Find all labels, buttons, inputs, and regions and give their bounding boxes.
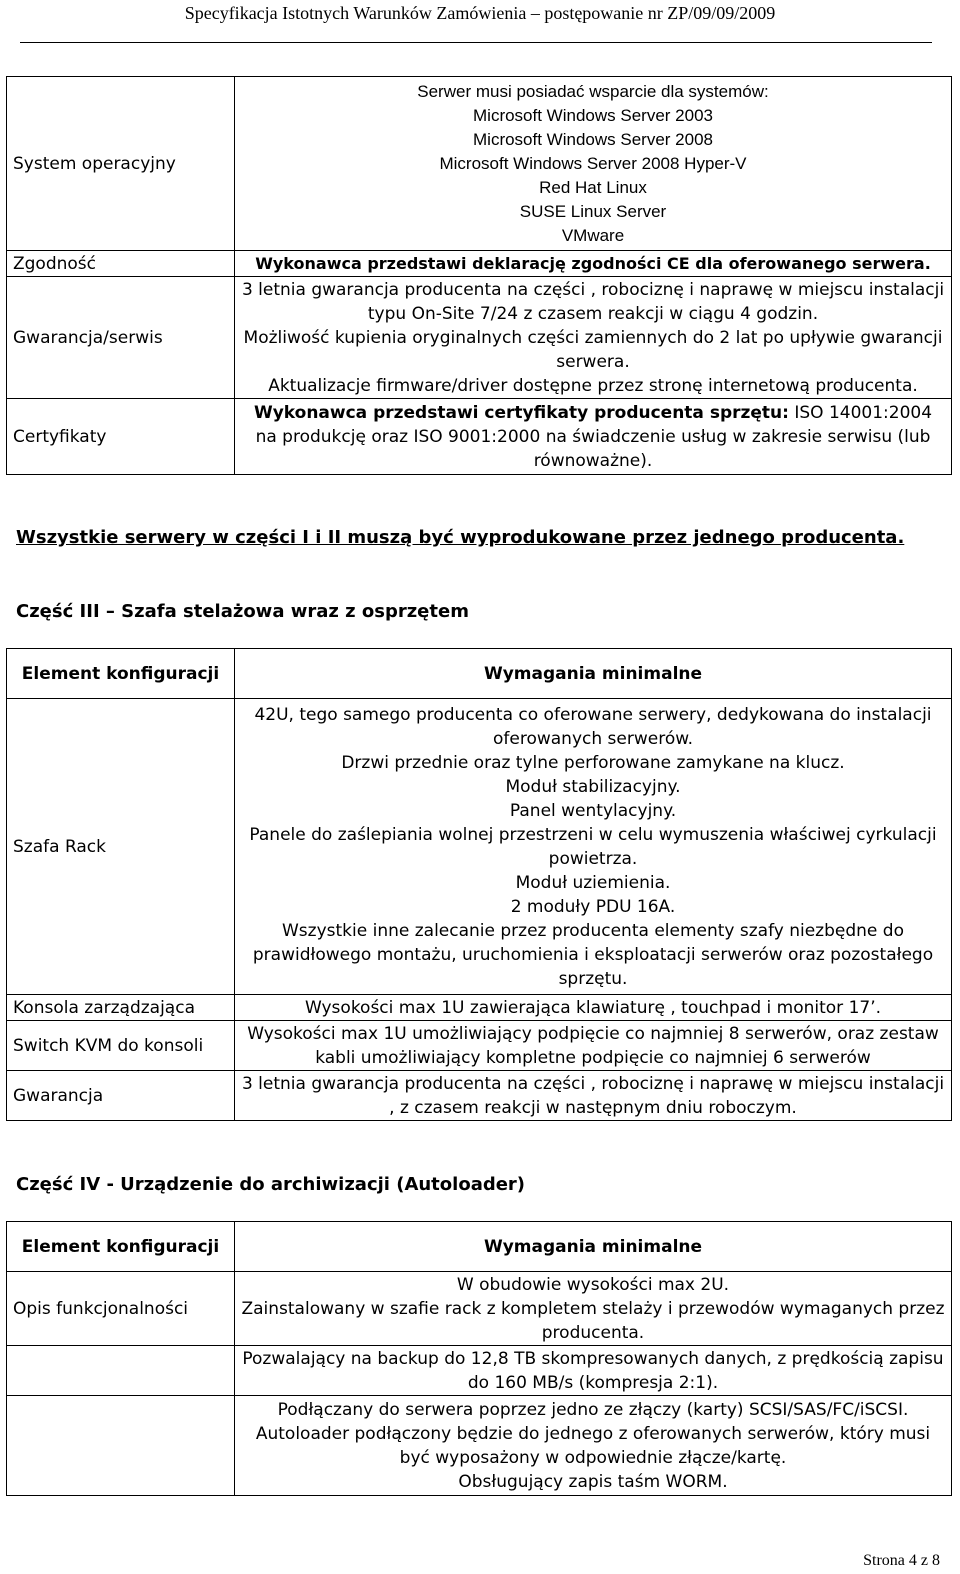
row-value: Pozwalający na backup do 12,8 TB skompresowanych danych, z prędkością zapisu do 160 MB/s (kompresja 2:1). [235,1346,952,1396]
server-spec-table [6,76,952,475]
header-rule [20,42,932,43]
row-label: System operacyjny [7,77,235,251]
column-header: Element konfiguracji [7,1222,235,1272]
row-value: Podłączany do serwera poprzez jedno ze złączy (karty) SCSI/SAS/FC/iSCSI. Autoloader podłączony będzie do jednego z oferowanych serwerów, który musi być wyposażony w odpowiednie złącze/kartę. Obsługujący zapis taśm WORM. [235,1396,952,1496]
row-value: 42U, tego samego producenta co oferowane serwery, dedykowana do instalacji oferowanych serwerów. Drzwi przednie oraz tylne perforowane zamykane na klucz. Moduł stabilizacyjny. Panel wentylacyjny. Panele do zaślepiania wolnej przestrzeni w celu wymuszenia właściwej cyrkulacji powietrza. Moduł uziemienia. 2 moduły PDU 16A. Wszystkie inne zalecanie przez producenta elementy szafy niezbędne do prawidłowego montażu, uruchomienia i eksploatacji serwerów oraz pozostałego sprzętu. [235,699,952,995]
row-value: Wykonawca przedstawi deklarację zgodności CE dla oferowanego serwera. [235,251,952,277]
row-value-bold: Wykonawca przedstawi certyfikaty producenta sprzętu: [253,402,789,423]
table-row [7,1272,952,1346]
row-label [7,1396,235,1496]
row-value: Serwer musi posiadać wsparcie dla systemów: Microsoft Windows Server 2003 Microsoft Windows Server 2008 Microsoft Windows Server 2008 Hyper-V Red Hat Linux SUSE Linux Server VMware [235,77,952,251]
column-header: Wymagania minimalne [235,649,952,699]
table-row [7,277,952,399]
table-row [7,251,952,277]
table-row [7,1021,952,1071]
column-header: Wymagania minimalne [235,1222,952,1272]
table-row [7,1071,952,1121]
row-value: 3 letnia gwarancja producenta na części , robociznę i naprawę w miejscu instalacji , z czasem reakcji w następnym dniu roboczym. [235,1071,952,1121]
row-label: Certyfikaty [7,399,235,475]
page-number: Strona 4 z 8 [863,1552,940,1569]
table-row [7,699,952,995]
column-header: Element konfiguracji [7,649,235,699]
autoloader-spec-table [6,1221,952,1496]
row-label: Gwarancja [7,1071,235,1121]
table-header-row [7,649,952,699]
row-label: Szafa Rack [7,699,235,995]
table-row [7,77,952,251]
row-label: Konsola zarządzająca [7,995,235,1021]
row-label: Zgodność [7,251,235,277]
rack-spec-table [6,648,952,1121]
row-value: Wysokości max 1U zawierająca klawiaturę , touchpad i monitor 17’. [235,995,952,1021]
table-row [7,1396,952,1496]
section-title: Część IV - Urządzenie do archiwizacji (Autoloader) [16,1174,526,1195]
page-header: Specyfikacja Istotnych Warunków Zamówienia – postępowanie nr ZP/09/09/2009 [184,3,776,23]
table-row [7,1346,952,1396]
table-header-row [7,1222,952,1272]
table-row [7,995,952,1021]
table-row [7,399,952,475]
row-label [7,1346,235,1396]
row-value [235,399,952,475]
row-value: 3 letnia gwarancja producenta na części , robociznę i naprawę w miejscu instalacji typu On-Site 7/24 z czasem reakcji w ciągu 4 godzin. Możliwość kupienia oryginalnych części zamiennych do 2 lat po upływie gwarancji serwera. Aktualizacje firmware/driver dostępne przez stronę internetową producenta. [235,277,952,399]
row-value-rest: ISO 14001:2004 na produkcję oraz ISO 9001:2000 na świadczenie usług w zakresie serwisu (lub równoważne). [255,402,933,471]
row-label: Gwarancja/serwis [7,277,235,399]
row-label: Switch KVM do konsoli [7,1021,235,1071]
manufacturer-notice: Wszystkie serwery w części I i II muszą być wyprodukowane przez jednego producenta. [16,527,905,548]
row-value: W obudowie wysokości max 2U. Zainstalowany w szafie rack z kompletem stelaży i przewodów wymaganych przez producenta. [235,1272,952,1346]
row-label: Opis funkcjonalności [7,1272,235,1346]
section-title: Część III – Szafa stelażowa wraz z osprzętem [16,601,469,622]
row-value: Wysokości max 1U umożliwiający podpięcie co najmniej 8 serwerów, oraz zestaw kabli umożliwiający kompletne podpięcie co najmniej 6 serwerów [235,1021,952,1071]
